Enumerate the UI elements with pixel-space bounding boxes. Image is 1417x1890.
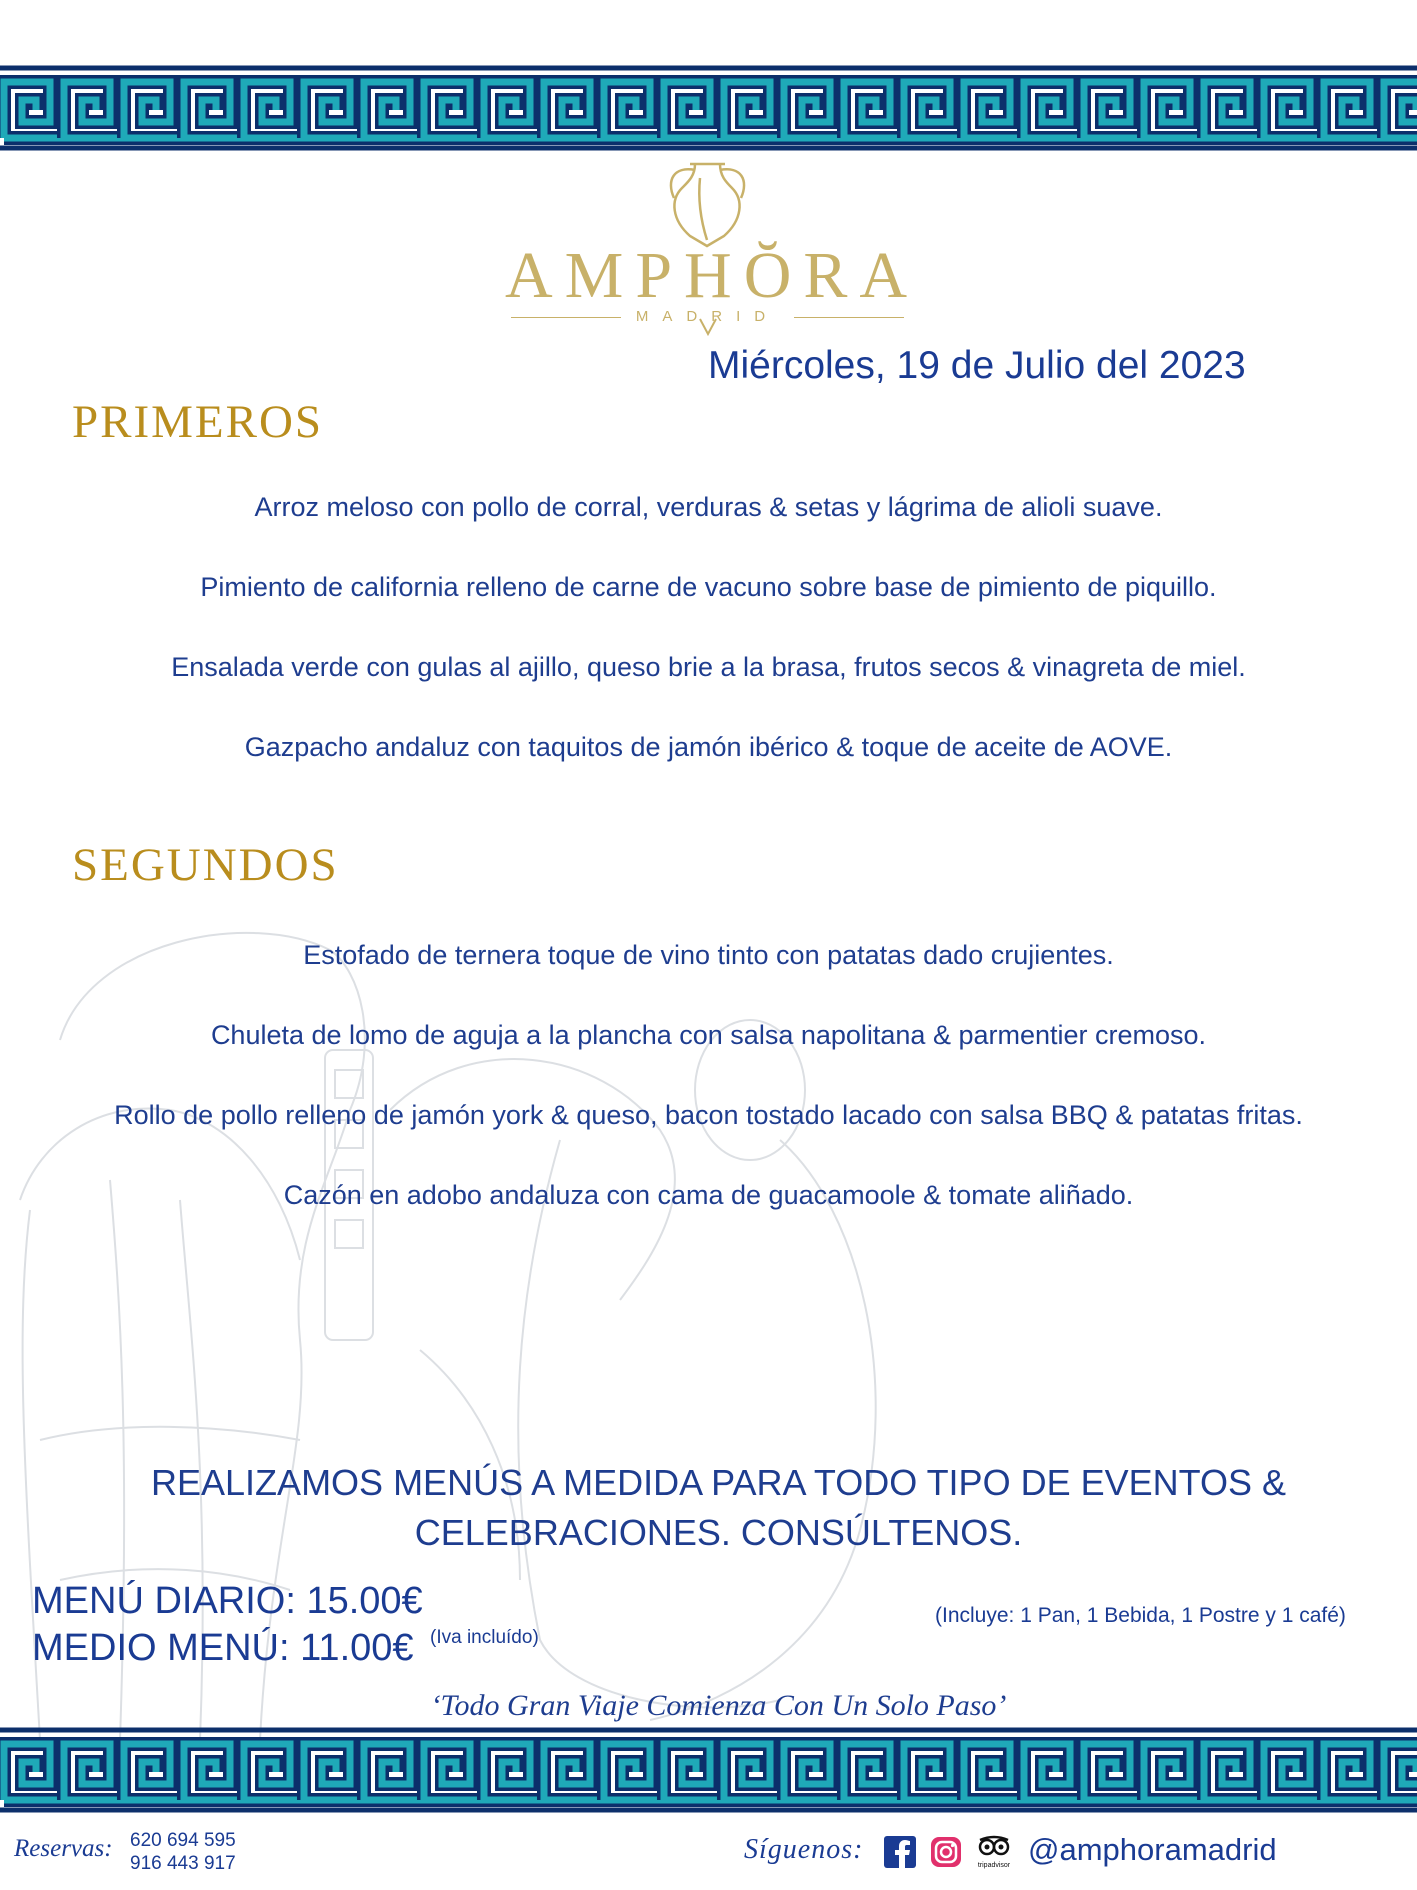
promo-line-1: REALIZAMOS MENÚS A MEDIDA PARA TODO TIPO DE EVENTOS & bbox=[151, 1462, 1286, 1503]
iva-note: (Iva incluído) bbox=[430, 1627, 539, 1648]
facebook-icon[interactable] bbox=[884, 1836, 916, 1868]
instagram-icon[interactable] bbox=[930, 1836, 962, 1868]
menu-date: Miércoles, 19 de Julio del 2023 bbox=[708, 344, 1246, 387]
brand-name: AMPHŎRA bbox=[505, 239, 920, 312]
phone-number[interactable]: 916 443 917 bbox=[130, 1853, 236, 1874]
amphora-logo bbox=[505, 158, 920, 338]
primeros-dish: Pimiento de california relleno de carne de vacuno sobre base de pimiento de piquillo. bbox=[200, 572, 1217, 602]
segundos-dish: Estofado de ternera toque de vino tinto con patatas dado crujientes. bbox=[303, 940, 1114, 970]
segundos-heading: SEGUNDOS bbox=[72, 839, 339, 891]
segundos-dish: Chuleta de lomo de aguja a la plancha con salsa napolitana & parmentier cremoso. bbox=[210, 1020, 1207, 1050]
amphora-vase-icon bbox=[660, 158, 755, 248]
segundos-dish: Rollo de pollo relleno de jamón york & queso, bacon tostado lacado con salsa BBQ & patatas fritas. bbox=[114, 1100, 1303, 1130]
reservas-label: Reservas: bbox=[14, 1835, 113, 1862]
menu-includes-note: (Incluye: 1 Pan, 1 Bebida, 1 Postre y 1 café) bbox=[935, 1604, 1346, 1627]
primeros-heading: PRIMEROS bbox=[72, 396, 324, 448]
primeros-dish: Ensalada verde con gulas al ajillo, queso brie a la brasa, frutos secos & vinagreta de miel. bbox=[171, 652, 1246, 682]
logo-divider-right bbox=[794, 317, 904, 318]
logo-tip-icon bbox=[699, 318, 717, 336]
promo-line-2: CELEBRACIONES. CONSÚLTENOS. bbox=[414, 1512, 1023, 1553]
primeros-dish: Gazpacho andaluz con taquitos de jamón ibérico & toque de aceite de AOVE. bbox=[244, 732, 1173, 762]
phone-number[interactable]: 620 694 595 bbox=[130, 1830, 236, 1851]
menu-diario-price: MENÚ DIARIO: 15.00€ bbox=[32, 1580, 423, 1622]
segundos-dish: Cazón en adobo andaluza con cama de guacamoole & tomate aliñado. bbox=[283, 1180, 1134, 1210]
bottom-greek-border bbox=[0, 1724, 1417, 1816]
follow-label: Síguenos: bbox=[744, 1834, 864, 1865]
primeros-dish: Arroz meloso con pollo de corral, verduras & setas y lágrima de alioli suave. bbox=[254, 492, 1163, 522]
brand-city: MADRID bbox=[635, 308, 780, 325]
motto-quote: ‘Todo Gran Viaje Comienza Con Un Solo Paso’ bbox=[430, 1689, 1007, 1722]
social-handle[interactable]: @amphoramadrid bbox=[1028, 1832, 1277, 1867]
top-greek-border bbox=[0, 62, 1417, 154]
medio-menu-price: MEDIO MENÚ: 11.00€ bbox=[32, 1627, 414, 1669]
tripadvisor-icon[interactable] bbox=[974, 1832, 1014, 1872]
tripadvisor-label: tripadvisor bbox=[977, 1862, 1011, 1869]
